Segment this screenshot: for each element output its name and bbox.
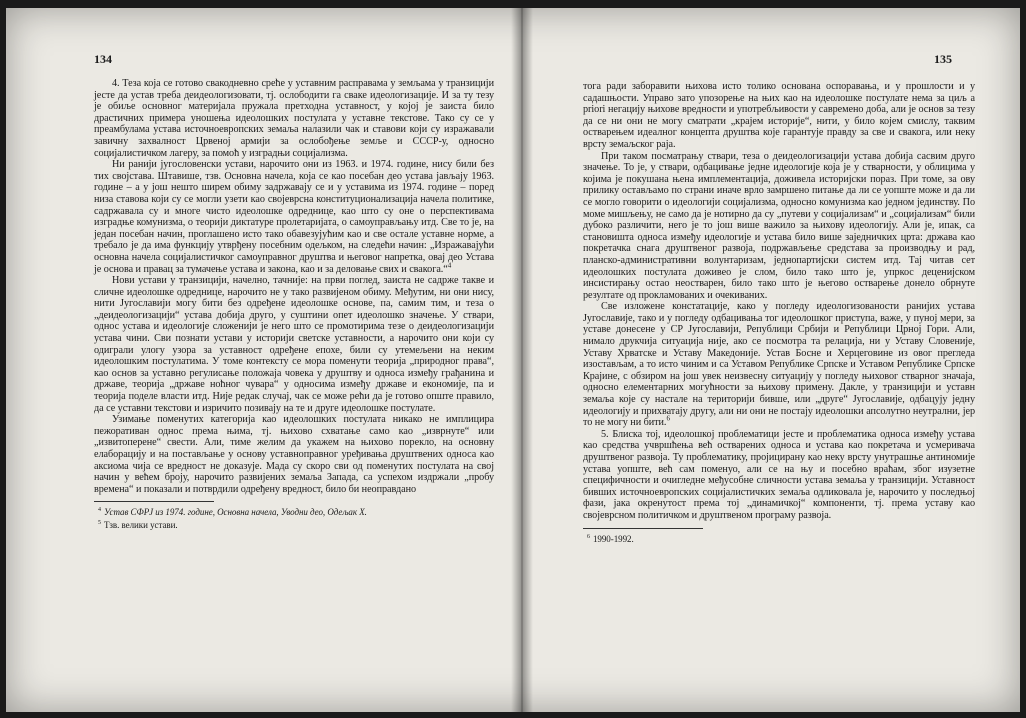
page-number: 135: [934, 52, 952, 66]
page-body: [94, 78, 494, 531]
book-gutter: [511, 8, 533, 712]
paragraph: Узимање поменутих категорија као идеолошких постулата никако не имплицира пежоративан однос према њима, тј. њихово схватање само као „изврнуте“ или „извитоперене“ свести. Али, тиме желим да укажем на њихово порекло, на основну елаборацију и на постављање у основу уставноправног уређивања друштвених односа као аксиома чија се вредност не доказује. Мада су скоро сви од поменутих постулата на свој начин у већем броју, нарочито развијених земаља Запада, са успехом издржали „пробу времена“ и показали и потврдили одређену вредност, било би неоправдано: [94, 414, 494, 495]
paragraph: Све изложене констатације, како у погледу идеологизованости ранијих устава Југославије, тако и у погледу одбацивања тог идеолошког приступа, важе, у пуној мери, за уставе донесене у СР Југославији, Републици Србији и Републици Црној Гори. Али, нимало друкчија ситуација није, ако се посмотра та релација, ни у Уставу Словеније, Уставу Хрватске и Уставу Македоније. Устав Босне и Херцеговине из овог прегледа изостављам, а то исто чиним и са Уставом Републике Српске и Уставом Републике Српске Крајине, с обзиром на још увек неизвесну ситуацију у погледу њиховог стварног значаја, односно елементарних могућности за њихову примену. Дакле, у транзицији и уставн земаља које су настале на територији бивше, или „друге“ Југославије, одбацују једну идеологију и прихватају другу, али ни они не постају идеолошки апсолутно неутрални, јер то не могу ни бити.$^6$: [583, 301, 975, 429]
footnote-rule: [583, 528, 703, 529]
footnote-ref: 6: [666, 414, 670, 423]
footnote: $^4$ Устав СФРЈ из 1974. године, Основна начела, Уводни део, Одељак X.: [98, 507, 367, 518]
book-spread: [6, 8, 1020, 712]
paragraph: При таком посматрању ствари, теза о деидеологизацији устава добија сасвим друго значење. То је, у ствари, одбацивање једне идеологије која је у стварности, у облицима у којима је покушана њена имплементација, доживела историјски пораз. При томе, за ову прилику остављамо по страни иначе врло замршено питање да ли се уопште може и да ли се могло говорити о идеологији социјализма, односно комунизма као једном јединству. По моме мишљењу, не само да је нотирно да су „путеви у социјализам“ и „социјализам“ били дубоко различити, него је то још више важило за њихову идеологију. Али је, ипак, са становишта односа између идеологије и устава било више заједничких црта: држава као покретачка снага друштвеног развоја, подржављење средстава за производњу и рад, планско-административни волунтаризам, једнопартијски систем итд. Тај читав сет идеолошких постулата доживео је слом, било тако што је, упркос деценијском инсистирању остао неостварен, било тако што је његово остварење донело обрнуте резултате од прокламованих и очекиваних.: [583, 150, 975, 301]
left-page: [6, 8, 511, 712]
page-number: 134: [94, 52, 112, 66]
footnote: $^5$ Тзв. велики устави.: [98, 520, 178, 531]
paragraph: 4. Теза која се готово свакодневно среће у уставним расправама у земљама у транзицији јесте да устав треба деидеологизовати, тј. ослободити га сваке идеологизације. И за ту тезу је обиље основног материјала пружала претходна уставност, у којој је заиста било драстичних примера уношења идеолошких постулата у уставне текстове. Тако су се у преамбулама устава источноевропских земаља налазили чак и ставови који су изражавали завичну захвалност Црвеној армији за ослобођење земље и СССР-у, односно социјалистичком лагеру, за помоћ у изградњи социјализма.: [94, 78, 494, 159]
paragraph: тога ради заборавити њихова исто толико основана оспоравања, и у прошлости и у садашњости. Управо зато упозорење на њих као на идеолошке постулате нема за циљ а priori негацију њихове вредности и употребљивости у савремено доба, али је основ за тезу да се ни они не могу сматрати „крајем историје“, нити, у било којем смислу, таквим остварењем идеалног концепта друштва које гарантује правду за све и свакога, или неку врсту земаљског раја.: [583, 81, 975, 150]
page-body: [583, 81, 975, 545]
footnote: $^6$ 1990-1992.: [587, 533, 634, 544]
footnote-rule: [94, 501, 214, 502]
footnote-ref: 4: [447, 261, 452, 270]
paragraph: Ни ранији југословенски устави, нарочито они из 1963. и 1974. године, нису били без тих својстава. Штавише, тзв. Основна начела, која се као посебан део устава јављају 1963. године – а у још нешто ширем обиму задржавају се и у уставима из 1974. године – поред низа ставова који су се могли узети као својеврсна конституционализација начела политике, садржавала су и многе чисто идеолошке одреднице, као што су оне о перспективама изградње комунизма, о теорији диктатуре пролетаријата, о самоуправљању итд. Све то је, на један посебан начин, проглашено исто тако обавезујућим као и све остале уставне норме, а требало је да има функцију утврђену посебним одељком, на следећи начин: „Изражавајући основна начела социјалистичког самоуправног друштва и његовог напретка, овај део Устава је основа и правац за тумачење устава и закона, као и за деловање свих и свакога.“$^4$: [94, 159, 494, 275]
right-page: [533, 8, 1020, 712]
paragraph: Нови устави у транзицији, начелно, тачније: на први поглед, заиста не садрже такве и сличне идеолошке одреднице, нарочито не у тако развијеном обиму. Међутим, ни они нису, нити Југославији могу бити без одређене идеолошке основе, па, самим тим, и теза о „деидеологизацији“ устава добија друго, у суштини опет идеолошко значење. У ствари, однос устава и идеологије сложенији је него што се промотирима тезе о деидеологизацији устава чини. Сви познати устави у историји светске уставности, а нарочито они који су одиграли улогу узора за уставност одређене епохе, били су утемељени на неким идеолошким постулатима. У томе контексту се мора поменути теорија „природног права“, као основ за уставно регулисање положаја човека у друштву и односа између грађанина и државе, теорија „државе ноћног чувара“ у односима између државе и економије, па и теорија поделе власти итд. Није редак случај, чак се може рећи да је готово опште правило, да се уставни текстови и изричито позивају на те и друге идеолошке постулате.: [94, 275, 494, 414]
paragraph: 5. Блиска тој, идеолошкој проблематици јесте и проблематика односа између устава као средства учвршћења већ остварених односа и устава као покретача и усмеривача друштвеног развоја. Ту проблематику, пројицирану као неку врсту унутрашње антиномије устава уопште, већ сам поменуо, али се на њу и посебно враћам, због изузетне специфичности и очигледне међусобне сличности устава земаља у транзицији. Уставност бивших источноевропских социјалистичких земаља одликовала је, нарочито у последњој фази, јака окренутост према тој „динамичкој“ компоненти, тј. према уставу као својеврсном политичком и друштвеном програму развоја.: [583, 428, 975, 521]
